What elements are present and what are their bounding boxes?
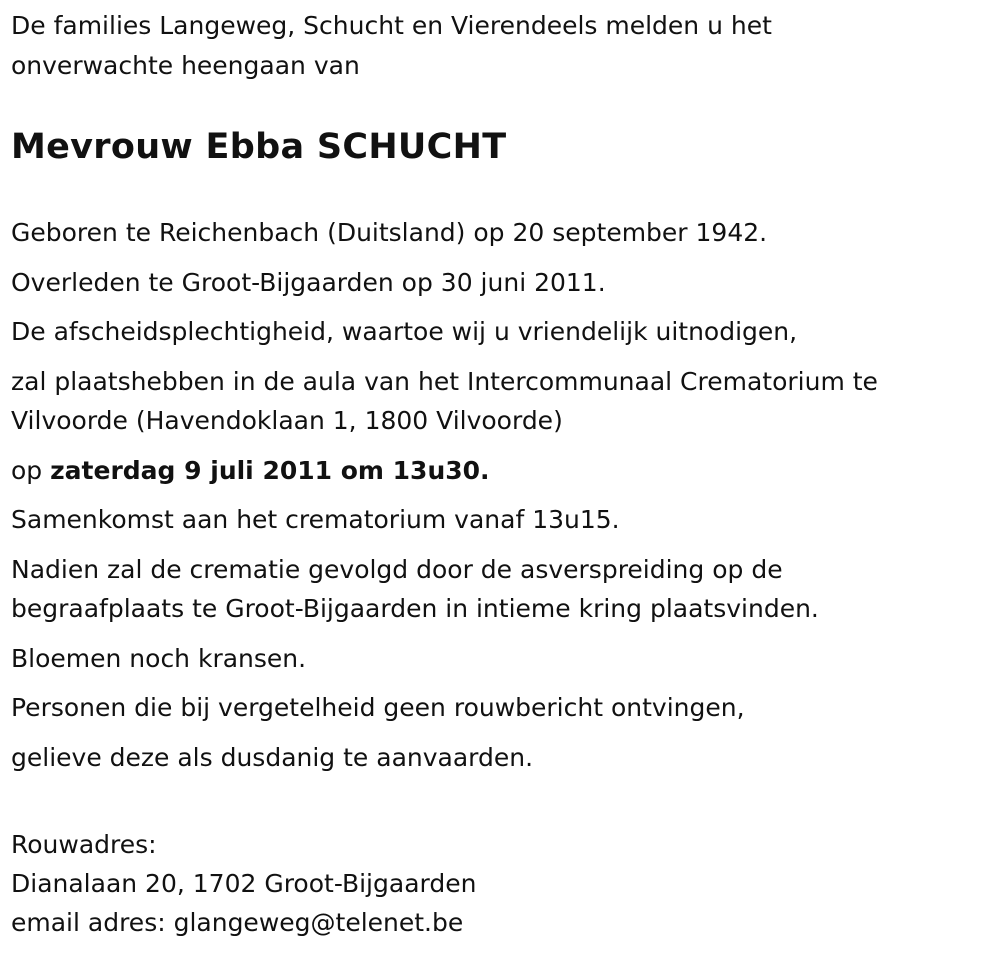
ceremony-date-time: zaterdag 9 juli 2011 om 13u30. xyxy=(50,455,490,485)
address-label: Rouwadres: xyxy=(11,830,157,859)
birth-info: Geboren te Reichenbach (Duitsland) op 20 september 1942. xyxy=(11,218,768,247)
ceremony-location-line: zal plaatshebben in de aula van het Intercommunaal Crematorium te xyxy=(11,366,878,396)
cremation-line: begraafplaats te Groot-Bijgaarden in intieme kring plaatsvinden. xyxy=(11,594,819,623)
deceased-name: Mevrouw Ebba SCHUCHT xyxy=(11,127,507,167)
notice-line: gelieve deze als dusdanig te aanvaarden. xyxy=(11,742,534,772)
death-info: Overleden te Groot-Bijgaarden op 30 juni 2011. xyxy=(11,267,606,297)
ceremony-date xyxy=(11,451,990,491)
ceremony-invite: De afscheidsplechtigheid, waartoe wij u vriendelijk uitnodigen, xyxy=(11,317,798,346)
mourning-address xyxy=(11,825,990,942)
ceremony-location-line: Vilvoorde (Havendoklaan 1, 1800 Vilvoorde) xyxy=(11,406,563,435)
intro-line: De families Langeweg, Schucht en Vierendeels melden u het xyxy=(11,11,772,40)
address-street: Dianalaan 20, 1702 Groot-Bijgaarden xyxy=(11,869,477,898)
cremation-line: Nadien zal de crematie gevolgd door de asverspreiding op de xyxy=(11,554,783,584)
ceremony-date-prefix: op xyxy=(11,455,51,485)
no-flowers-note: Bloemen noch kransen. xyxy=(11,643,307,673)
cremation-info xyxy=(11,550,990,629)
intro-paragraph xyxy=(11,6,990,85)
ceremony-location xyxy=(11,362,990,441)
address-email: email adres: glangeweg@telenet.be xyxy=(11,908,464,937)
intro-line: onverwachte heengaan van xyxy=(11,50,360,80)
notice-line: Personen die bij vergetelheid geen rouwbericht ontvingen, xyxy=(11,693,745,722)
gathering-info: Samenkomst aan het crematorium vanaf 13u15. xyxy=(11,505,620,534)
